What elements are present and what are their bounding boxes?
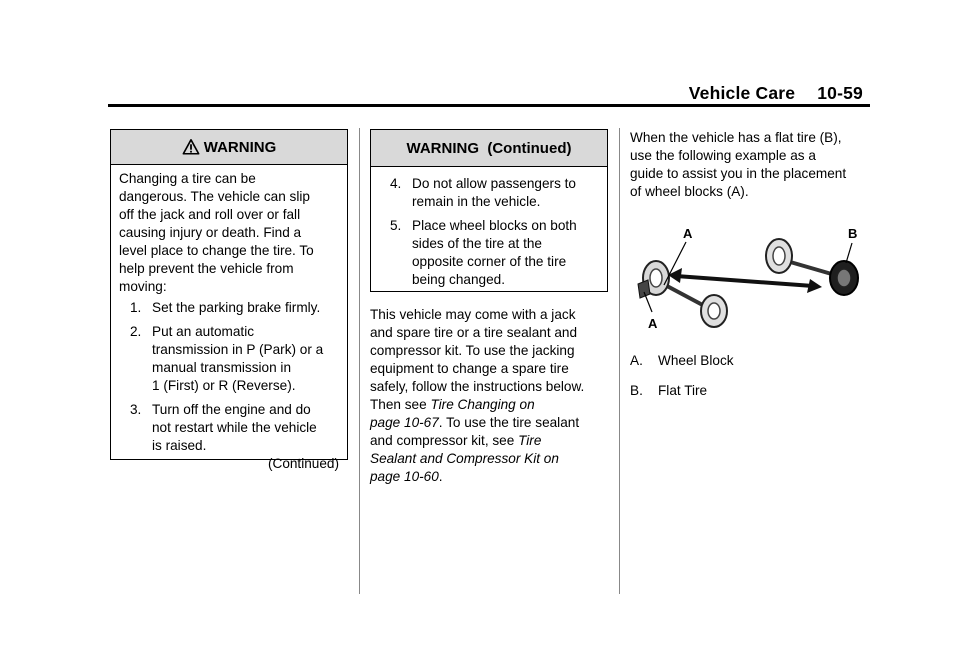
warning-header (111, 130, 347, 165)
warning-intro: Changing a tire can be dangerous. The vehicle can slip off the jack and roll over or fall causing injury or death. Find a level place to change the tire. To help prevent the vehicle from moving: (119, 171, 314, 294)
leader-line (846, 243, 852, 263)
jacking-equipment-paragraph: This vehicle may come with a jack and spare tire or a tire sealant and compressor kit. To use the jacking equipment to change a spare tire safely, follow the instructions below. Then see Tire Changing on page 10-67. To use the tire sealant and compressor kit, see Tire Sealant and Compressor Kit on page 10-60. (370, 307, 585, 484)
diagonal-arrow-icon (668, 268, 822, 293)
wheel-icon (766, 239, 792, 273)
flat-tire-paragraph: When the vehicle has a flat tire (B), use the following example as a guide to assist you in the placement of wheel blocks (A). (630, 130, 847, 199)
header-rule (108, 104, 870, 107)
label-a-bottom: A (648, 316, 658, 331)
warning-title: WARNING (203, 138, 277, 156)
section-title: Vehicle Care (688, 83, 796, 103)
warning-continued-title: WARNING (Continued) (406, 139, 572, 157)
tire-changing-page-link[interactable]: page 10-67 (370, 415, 439, 430)
tire-sealant-page-link[interactable]: page 10-60 (370, 469, 439, 484)
tire-sealant-link[interactable]: Tire (518, 433, 542, 448)
column-divider-left (359, 128, 360, 594)
wheel-block-diagram (630, 222, 880, 334)
list-item: 3. Turn off the engine and do not restart while the vehicle is raised. (130, 402, 317, 453)
warning-triangle-icon (182, 138, 200, 156)
list-item: 4. Do not allow passengers to remain in the vehicle. (390, 176, 576, 209)
warning-continued-body (371, 167, 607, 289)
page-number: 10-59 (817, 83, 863, 103)
warning-box (110, 129, 348, 471)
continued-label: (Continued) (267, 456, 339, 471)
page-header (689, 83, 863, 104)
list-item: 2. Put an automatic transmission in P (Park) or a manual transmission in 1 (First) or R (Reverse). (130, 324, 324, 393)
legend-item: A. Wheel Block (630, 353, 734, 368)
label-a-top: A (683, 226, 693, 241)
column-divider-right (619, 128, 620, 594)
flat-tire-icon (830, 261, 858, 295)
wheel-block-icon (638, 280, 650, 298)
wheel-icon (701, 295, 727, 327)
legend-item: B. Flat Tire (630, 383, 708, 398)
warning-body (111, 165, 347, 473)
list-item: 1. Set the parking brake firmly. (130, 300, 321, 315)
label-b: B (848, 226, 858, 241)
tire-sealant-link-cont[interactable]: Sealant and Compressor Kit on (370, 451, 559, 466)
list-item: 5. Place wheel blocks on both sides of the tire at the opposite corner of the tire being changed. (390, 218, 577, 287)
figure-legend (630, 352, 870, 412)
tire-changing-link[interactable]: Tire Changing on (430, 397, 535, 412)
warning-continued-box (370, 129, 608, 292)
warning-continued-header (371, 130, 607, 167)
